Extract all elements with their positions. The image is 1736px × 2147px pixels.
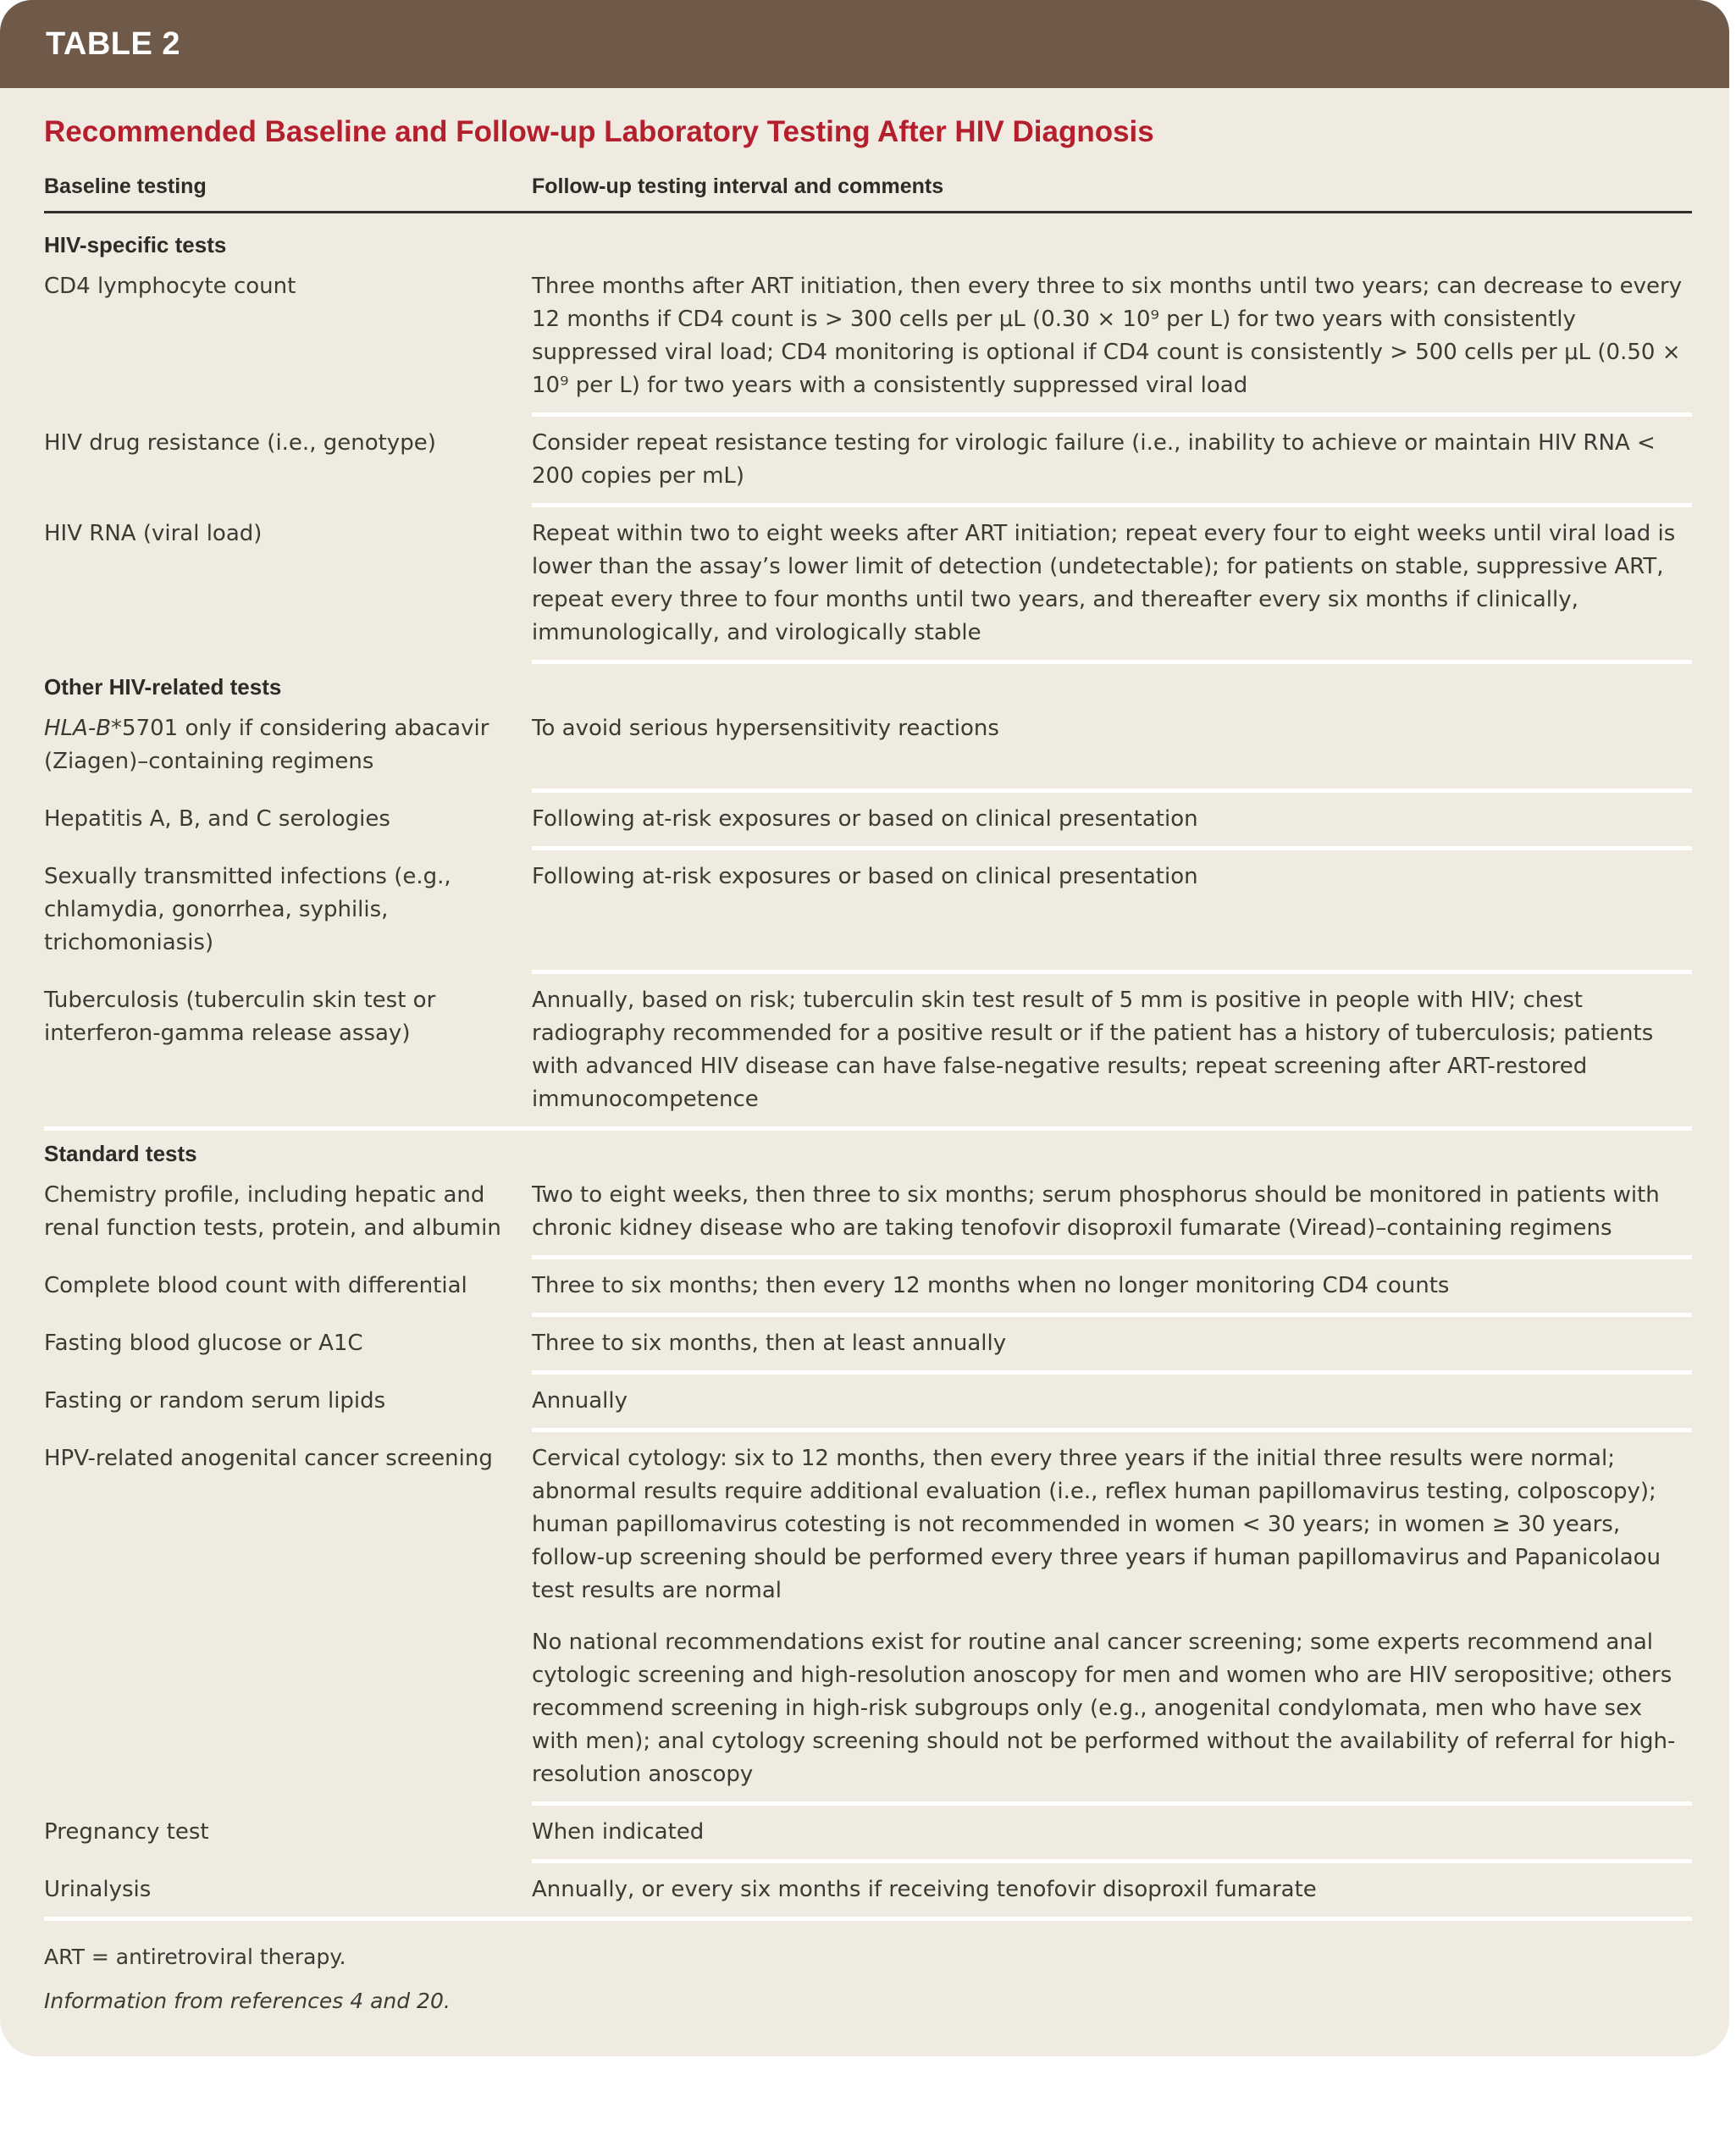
section-header-other-hiv-related-tests: Other HIV-related tests bbox=[44, 674, 282, 700]
baseline-test-cell: Urinalysis bbox=[44, 1877, 152, 1902]
table-row-urinalysis bbox=[44, 1873, 1692, 1906]
baseline-test-cell: Sexually transmitted infections (e.g., chlamydia, gonorrhea, syphilis, trichomoniasis) bbox=[44, 864, 451, 955]
table-row-tuberculosis bbox=[44, 984, 1692, 1116]
follow-up-cell bbox=[532, 1385, 1692, 1418]
column-header-baseline: Baseline testing bbox=[44, 174, 207, 198]
baseline-test-cell: Fasting or random serum lipids bbox=[44, 1388, 386, 1414]
row-separator bbox=[532, 660, 1692, 664]
baseline-test-cell: HPV-related anogenital cancer screening bbox=[44, 1446, 493, 1471]
follow-up-paragraph: When indicated bbox=[532, 1819, 705, 1845]
table-row-hla-b5701 bbox=[44, 712, 1692, 778]
follow-up-cell bbox=[532, 427, 1692, 493]
baseline-test-cell bbox=[44, 712, 532, 778]
table-row-serum-lipids bbox=[44, 1385, 1692, 1418]
baseline-test-cell: HIV drug resistance (i.e., genotype) bbox=[44, 430, 436, 456]
follow-up-paragraph: Annually bbox=[532, 1388, 628, 1414]
row-separator bbox=[532, 503, 1692, 507]
follow-up-paragraph: Annually, based on risk; tuberculin skin test result of 5 mm is positive in people with HIV; chest radiography recommended for a positive result or if the patient has a history of tuberculosis; patients with advanced HIV disease can have false-negative results; repeat screening after ART-restored immunocompetence bbox=[532, 988, 1654, 1112]
row-separator bbox=[532, 1370, 1692, 1375]
follow-up-cell bbox=[532, 1442, 1692, 1791]
row-separator bbox=[532, 412, 1692, 417]
table-row-hpv-screening bbox=[44, 1442, 1692, 1791]
table-row-hiv-rna bbox=[44, 517, 1692, 650]
table-banner bbox=[0, 0, 1729, 88]
table-row-hepatitis-serologies bbox=[44, 803, 1692, 836]
baseline-test-cell: Fasting blood glucose or A1C bbox=[44, 1331, 363, 1356]
column-header-followup: Follow-up testing interval and comments bbox=[532, 174, 944, 198]
follow-up-cell bbox=[532, 1327, 1692, 1360]
follow-up-cell bbox=[532, 803, 1692, 836]
row-separator bbox=[532, 1859, 1692, 1863]
follow-up-cell bbox=[532, 1270, 1692, 1303]
section-header-hiv-specific-tests: HIV-specific tests bbox=[44, 232, 227, 257]
follow-up-paragraph: Three to six months; then every 12 months when no longer monitoring CD4 counts bbox=[532, 1273, 1450, 1298]
follow-up-cell bbox=[532, 1873, 1692, 1906]
row-separator bbox=[532, 1255, 1692, 1259]
table-content bbox=[0, 88, 1729, 2056]
row-separator bbox=[532, 846, 1692, 850]
row-separator bbox=[532, 1313, 1692, 1317]
follow-up-cell bbox=[532, 1179, 1692, 1245]
follow-up-paragraph: Cervical cytology: six to 12 months, then every three years if the initial three results were normal; abnormal results require additional evaluation (i.e., reflex human papillomavirus testing, colposcopy); human papillomavirus cotesting is not recommended in women < 30 years; in women ≥ 30 years, follow-up screening should be performed every three years if human papillomavirus and Papanicolaou test results are normal bbox=[532, 1446, 1661, 1603]
table-footnotes bbox=[44, 1943, 1692, 2016]
table-row-cd4-count bbox=[44, 270, 1692, 402]
baseline-test-cell: Complete blood count with differential bbox=[44, 1273, 467, 1298]
section-separator bbox=[44, 1917, 1692, 1921]
follow-up-paragraph: Three months after ART initiation, then every three to six months until two years; can decrease to every 12 months if CD4 count is > 300 cells per μL (0.30 × 10⁹ per L) for two years with consistently suppressed viral load; CD4 monitoring is optional if CD4 count is consistently > 500 cells per μL (0.50 × 10⁹ per L) for two years with a consistently suppressed viral load bbox=[532, 274, 1683, 398]
gene-name-italic: HLA-B bbox=[44, 716, 112, 741]
follow-up-cell bbox=[532, 1816, 1692, 1849]
source-note: Information from references 4 and 20. bbox=[44, 1989, 451, 2013]
baseline-test-cell: Tuberculosis (tuberculin skin test or interferon-gamma release assay) bbox=[44, 988, 436, 1046]
follow-up-cell bbox=[532, 984, 1692, 1116]
baseline-test-cell: Hepatitis A, B, and C serologies bbox=[44, 806, 390, 832]
section-separator bbox=[44, 1126, 1692, 1131]
table-row-fasting-glucose bbox=[44, 1327, 1692, 1360]
follow-up-paragraph: Following at-risk exposures or based on clinical presentation bbox=[532, 806, 1198, 832]
baseline-test-text: *5701 only if considering abacavir (Ziagen)–containing regimens bbox=[44, 716, 489, 774]
abbreviation-note: ART = antiretroviral therapy. bbox=[44, 1945, 346, 1969]
row-separator bbox=[532, 789, 1692, 793]
column-headers bbox=[44, 174, 1692, 199]
follow-up-paragraph: Three to six months, then at least annually bbox=[532, 1331, 1007, 1356]
follow-up-cell bbox=[532, 860, 1692, 894]
follow-up-paragraph: Two to eight weeks, then three to six months; serum phosphorus should be monitored in patients with chronic kidney disease who are taking tenofovir disoproxil fumarate (Viread)–containing regimens bbox=[532, 1182, 1660, 1241]
baseline-test-cell: Pregnancy test bbox=[44, 1819, 209, 1845]
follow-up-paragraph: To avoid serious hypersensitivity reactions bbox=[532, 716, 999, 741]
table-label: TABLE 2 bbox=[46, 25, 181, 62]
table-row-pregnancy-test bbox=[44, 1816, 1692, 1849]
baseline-test-cell: HIV RNA (viral load) bbox=[44, 521, 263, 546]
row-separator bbox=[532, 1801, 1692, 1806]
baseline-test-cell: CD4 lymphocyte count bbox=[44, 274, 296, 299]
table-row-sti bbox=[44, 860, 1692, 960]
header-rule bbox=[44, 211, 1692, 213]
table-title: Recommended Baseline and Follow-up Laboratory Testing After HIV Diagnosis bbox=[44, 115, 1154, 148]
row-separator bbox=[532, 1428, 1692, 1432]
table-row-drug-resistance bbox=[44, 427, 1692, 493]
follow-up-paragraph: No national recommendations exist for routine anal cancer screening; some experts recommend anal cytologic screening and high-resolution anoscopy for men and women who are HIV seropositive; others recommend screening in high-risk subgroups only (e.g., anogenital condylomata, men who have sex with men); anal cytology screening should not be performed without the availability of referral for high-resolution anoscopy bbox=[532, 1630, 1676, 1787]
section-header-standard-tests: Standard tests bbox=[44, 1141, 197, 1166]
follow-up-cell bbox=[532, 712, 1692, 745]
follow-up-paragraph: Following at-risk exposures or based on clinical presentation bbox=[532, 864, 1198, 889]
follow-up-paragraph: Consider repeat resistance testing for virologic failure (i.e., inability to achieve or maintain HIV RNA < 200 copies per mL) bbox=[532, 430, 1656, 489]
follow-up-paragraph: Repeat within two to eight weeks after ART initiation; repeat every four to eight weeks until viral load is lower than the assay’s lower limit of detection (undetectable); for patients on stable, suppressive ART, repeat every three to four months until two years, and thereafter every six months if clinically, immunologically, and virologically stable bbox=[532, 521, 1676, 645]
table-row-chemistry-profile bbox=[44, 1179, 1692, 1245]
baseline-test-cell: Chemistry profile, including hepatic and renal function tests, protein, and albumin bbox=[44, 1182, 501, 1241]
table-row-cbc bbox=[44, 1270, 1692, 1303]
follow-up-paragraph: Annually, or every six months if receiving tenofovir disoproxil fumarate bbox=[532, 1877, 1317, 1902]
row-separator bbox=[532, 970, 1692, 974]
follow-up-cell bbox=[532, 270, 1692, 402]
follow-up-cell bbox=[532, 517, 1692, 650]
